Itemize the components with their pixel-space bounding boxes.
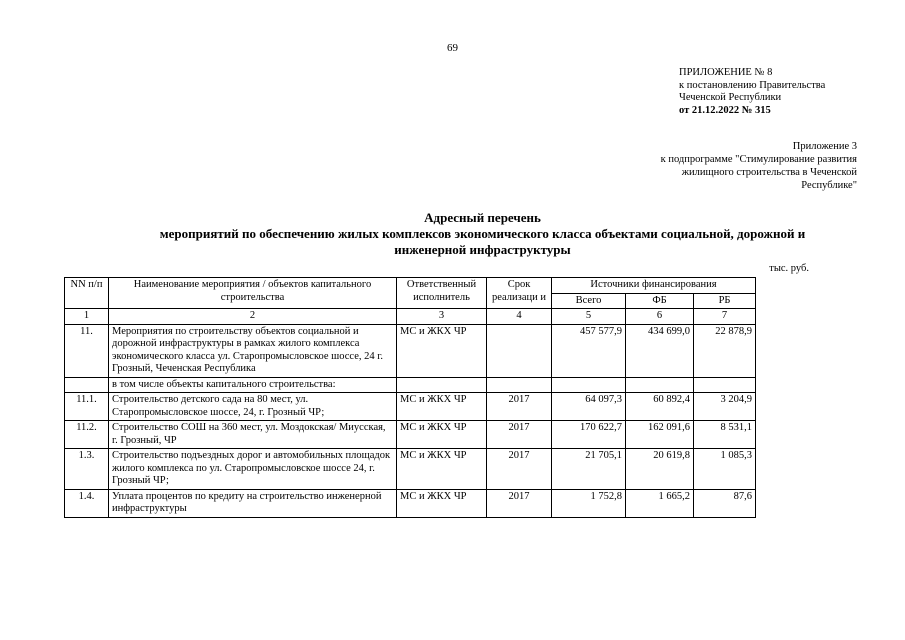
row-executor: МС и ЖКХ ЧР [397, 449, 487, 490]
financing-table [64, 277, 756, 518]
column-number: 1 [65, 309, 109, 325]
row-rb: 1 085,3 [694, 449, 756, 490]
header-total: Всего [552, 293, 626, 309]
row-executor [397, 377, 487, 393]
header-nn: NN п/п [65, 278, 109, 309]
annex-block [537, 140, 857, 192]
approval-line: Чеченской Республики [679, 92, 782, 103]
row-fb: 20 619,8 [626, 449, 694, 490]
row-name: Мероприятия по строительству объектов социальной и дорожной инфраструктуры в рамках жилого комплекса экономического класса ул. Старопромысловское шоссе, 24 г. Грозный, Чеченская Республика [109, 324, 397, 377]
row-fb: 434 699,0 [626, 324, 694, 377]
header-name: Наименование мероприятия / объектов капитального строительства [109, 278, 397, 309]
table-row [65, 489, 756, 517]
row-executor: МС и ЖКХ ЧР [397, 421, 487, 449]
row-name: Уплата процентов по кредиту на строительство инженерной инфраструктуры [109, 489, 397, 517]
annex-line: к подпрограмме "Стимулирование развития [660, 154, 857, 165]
header-executor: Ответственный исполнитель [397, 278, 487, 309]
table-row [65, 324, 756, 377]
column-number: 3 [397, 309, 487, 325]
row-name: Строительство детского сада на 80 мест, ул. Старопромысловское шоссе, 24, г. Грозный ЧР; [109, 393, 397, 421]
row-nn: 1.3. [65, 449, 109, 490]
table-row [65, 393, 756, 421]
table-row [65, 377, 756, 393]
row-term: 2017 [487, 421, 552, 449]
row-executor: МС и ЖКХ ЧР [397, 489, 487, 517]
approval-line: ПРИЛОЖЕНИЕ № 8 [679, 67, 773, 78]
approval-block [679, 67, 825, 117]
unit-label: тыс. руб. [769, 263, 809, 274]
row-term: 2017 [487, 449, 552, 490]
annex-line: жилищного строительства в Чеченской [681, 167, 857, 178]
row-rb [694, 377, 756, 393]
row-total: 457 577,9 [552, 324, 626, 377]
row-term: 2017 [487, 489, 552, 517]
row-rb: 3 204,9 [694, 393, 756, 421]
row-rb: 87,6 [694, 489, 756, 517]
column-number-row [65, 309, 756, 325]
title-line: мероприятий по обеспечению жилых комплексов экономического класса объектами социальной, дорожной и [159, 226, 806, 241]
row-nn [65, 377, 109, 393]
row-term: 2017 [487, 393, 552, 421]
row-name: в том числе объекты капитального строительства: [109, 377, 397, 393]
row-total: 170 622,7 [552, 421, 626, 449]
row-executor: МС и ЖКХ ЧР [397, 393, 487, 421]
row-total: 64 097,3 [552, 393, 626, 421]
page-number: 69 [447, 42, 458, 54]
column-number: 2 [109, 309, 397, 325]
row-fb: 162 091,6 [626, 421, 694, 449]
row-total: 21 705,1 [552, 449, 626, 490]
header-term: Срок реализаци и [487, 278, 552, 309]
row-nn: 11.2. [65, 421, 109, 449]
column-number: 5 [552, 309, 626, 325]
row-executor: МС и ЖКХ ЧР [397, 324, 487, 377]
header-fb: ФБ [626, 293, 694, 309]
column-number: 4 [487, 309, 552, 325]
annex-line: Приложение 3 [792, 141, 857, 152]
row-rb: 8 531,1 [694, 421, 756, 449]
row-name: Строительство подъездных дорог и автомобильных площадок жилого комплекса по ул. Старопромысловское шоссе 24, г. Грозный ЧР; [109, 449, 397, 490]
header-funding: Источники финансирования [552, 278, 756, 294]
row-fb: 1 665,2 [626, 489, 694, 517]
table-row [65, 449, 756, 490]
row-term [487, 324, 552, 377]
row-fb: 60 892,4 [626, 393, 694, 421]
title-line: Адресный перечень [424, 210, 541, 225]
row-total [552, 377, 626, 393]
row-fb [626, 377, 694, 393]
column-number: 7 [694, 309, 756, 325]
row-total: 1 752,8 [552, 489, 626, 517]
row-term [487, 377, 552, 393]
title-line: инженерной инфраструктуры [394, 242, 571, 257]
row-rb: 22 878,9 [694, 324, 756, 377]
annex-line: Республике" [801, 180, 857, 191]
approval-date-number: от 21.12.2022 № 315 [679, 104, 771, 116]
approval-line: к постановлению Правительства [679, 79, 826, 91]
row-nn: 1.4. [65, 489, 109, 517]
header-rb: РБ [694, 293, 756, 309]
column-number: 6 [626, 309, 694, 325]
row-name: Строительство СОШ на 360 мест, ул. Моздокская/ Миусская, г. Грозный, ЧР [109, 421, 397, 449]
document-title [60, 210, 905, 258]
row-nn: 11. [65, 324, 109, 377]
row-nn: 11.1. [65, 393, 109, 421]
table-row [65, 421, 756, 449]
